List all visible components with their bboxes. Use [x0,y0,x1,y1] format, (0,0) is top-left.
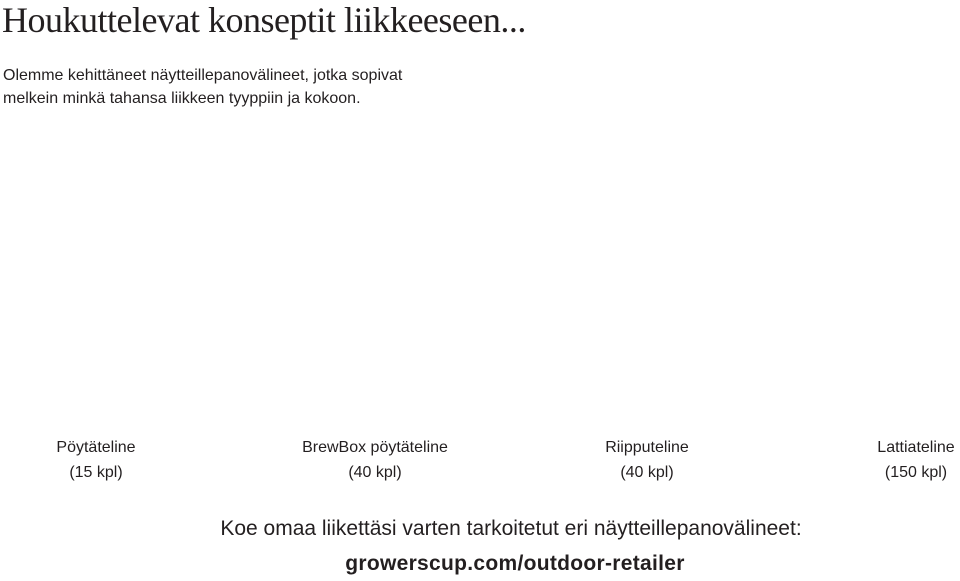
product-name: BrewBox pöytäteline [302,439,448,456]
product-count: (40 kpl) [348,464,402,481]
product-count: (15 kpl) [69,464,123,481]
website-link[interactable]: growerscup.com/outdoor-retailer [345,552,685,575]
product-name: Lattiateline [877,439,955,456]
product-name: Pöytäteline [56,439,136,456]
intro-line-1: Olemme kehittäneet näytteillepanovälineet, jotka sopivat [3,67,403,84]
product-riipputeline [605,435,689,485]
page-title: Houkuttelevat konseptit liikkeeseen... [2,0,526,40]
product-brewbox-poytateline [302,435,448,485]
product-lattiateline [877,435,954,485]
product-count: (40 kpl) [620,464,674,481]
cta-text: Koe omaa liikettäsi varten tarkoitetut eri näytteillepanovälineet: [220,517,802,540]
product-count: (150 kpl) [884,464,948,481]
intro-line-2: melkein minkä tahansa liikkeen tyyppiin ja kokoon. [3,90,361,107]
product-name: Riipputeline [605,439,689,456]
product-poytateline [56,435,135,485]
intro-paragraph [3,64,402,110]
product-list [0,435,960,485]
